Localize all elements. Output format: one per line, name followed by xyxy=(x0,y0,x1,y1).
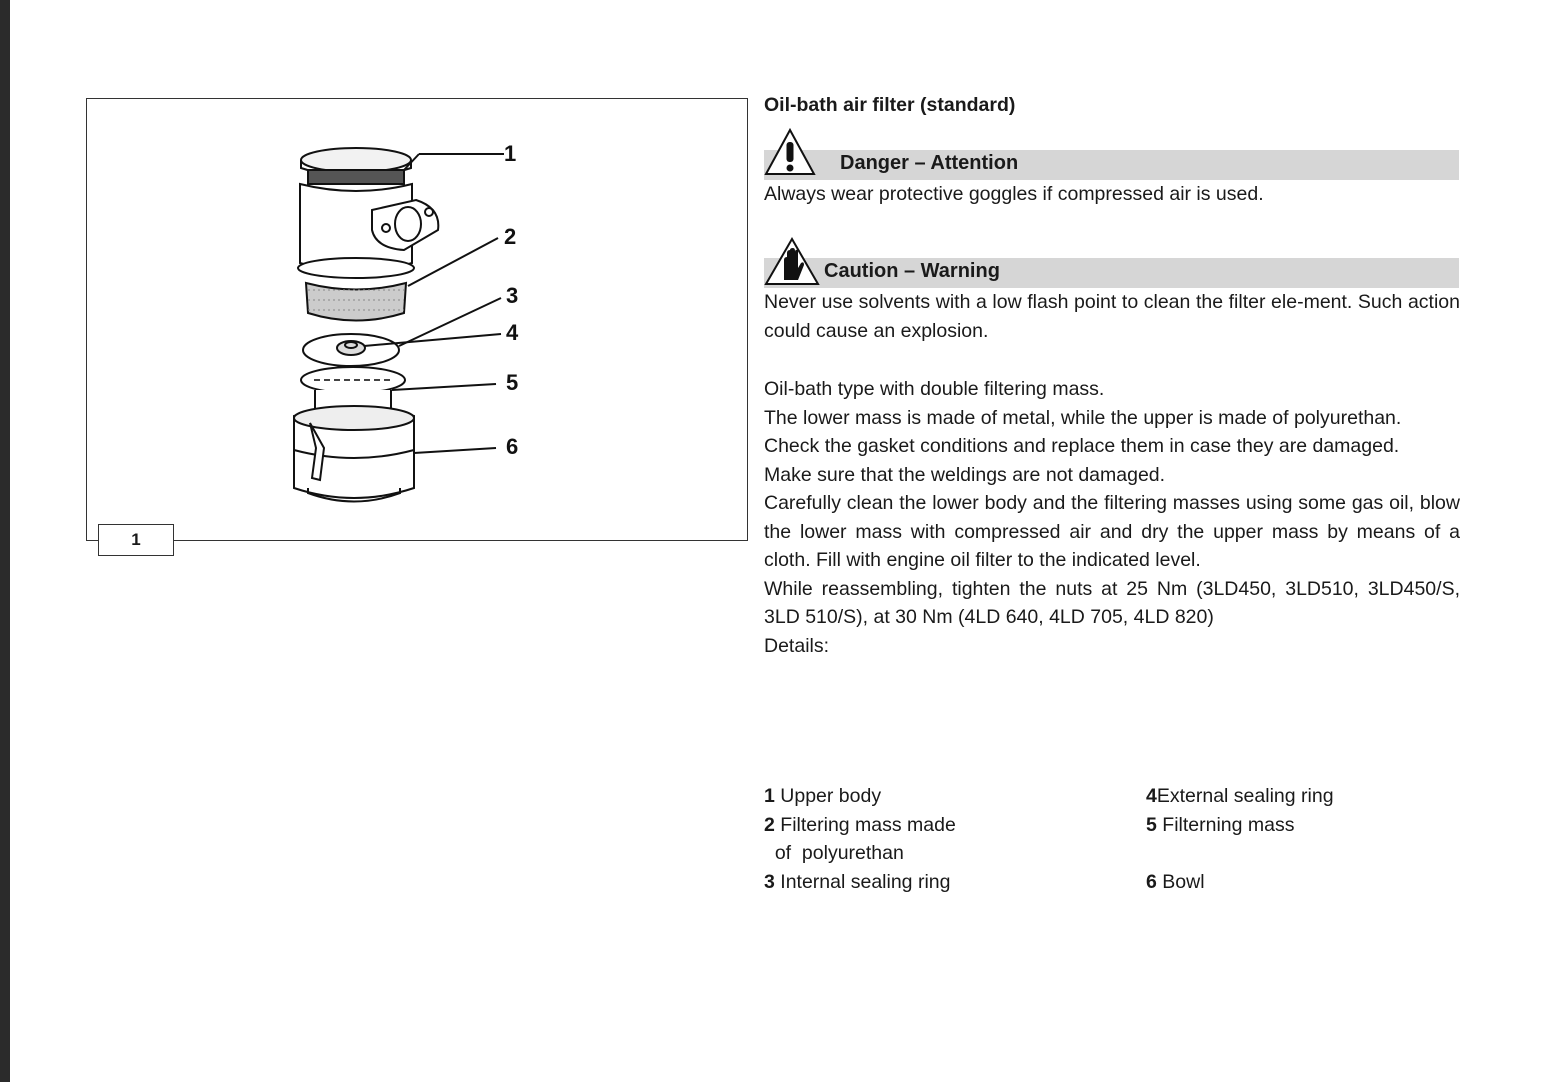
detail-item: 1 Upper body xyxy=(764,785,882,807)
details-label: Details: xyxy=(764,634,830,657)
body-paragraph-5: Carefully clean the lower body and the filtering masses using some gas oil, blow the lower mass with compressed air and dry the upper mass by means of a cloth. Fill with engine oil filter to the indicated level. xyxy=(764,492,1460,571)
danger-text: Always wear protective goggles if compressed air is used. xyxy=(764,183,1264,205)
danger-title: Danger – Attention xyxy=(840,152,1019,174)
detail-item: 6 Bowl xyxy=(1146,870,1205,893)
detail-item: 5 Filterning mass xyxy=(1146,813,1295,836)
detail-spacer xyxy=(1146,839,1466,868)
section-title: Oil-bath air filter (standard) xyxy=(764,94,1016,116)
callout-3: 3 xyxy=(506,283,519,308)
callout-4: 4 xyxy=(506,320,519,345)
body-paragraph-1: Oil-bath type with double filtering mass. xyxy=(764,378,1105,400)
detail-item: 3 Internal sealing ring xyxy=(764,870,951,893)
body-paragraph-3: Check the gasket conditions and replace them in case they are damaged. xyxy=(764,435,1400,457)
caution-notice-bar xyxy=(764,258,1459,288)
detail-item-continuation: of polyurethan xyxy=(764,842,904,864)
callout-5: 5 xyxy=(506,370,519,395)
figure-number-tab: 1 xyxy=(98,524,174,556)
air-filter-exploded-drawing xyxy=(86,98,748,541)
detail-item: 4External sealing ring xyxy=(1146,785,1334,807)
caution-title: Caution – Warning xyxy=(824,260,1000,282)
detail-item: 2 Filtering mass made xyxy=(764,813,956,836)
body-paragraph-6: While reassembling, tighten the nuts at 25 Nm (3LD450, 3LD510, 3LD450/S, 3LD 510/S), at 30 Nm (4LD 640, 4LD 705, 4LD 820) xyxy=(764,577,1460,628)
callout-2: 2 xyxy=(504,224,517,249)
caution-hand-icon xyxy=(764,236,820,288)
callout-6: 6 xyxy=(506,434,519,459)
body-paragraph-4: Make sure that the weldings are not damaged. xyxy=(764,463,1166,486)
danger-notice-bar xyxy=(764,150,1459,180)
page-edge xyxy=(0,0,10,1082)
callout-1: 1 xyxy=(504,141,517,166)
danger-triangle-icon xyxy=(764,126,816,178)
caution-text: Never use solvents with a low flash point to clean the filter ele-ment. Such action could cause an explosion. xyxy=(764,291,1460,342)
body-paragraph-2: The lower mass is made of metal, while the upper is made of polyurethan. xyxy=(764,406,1402,429)
